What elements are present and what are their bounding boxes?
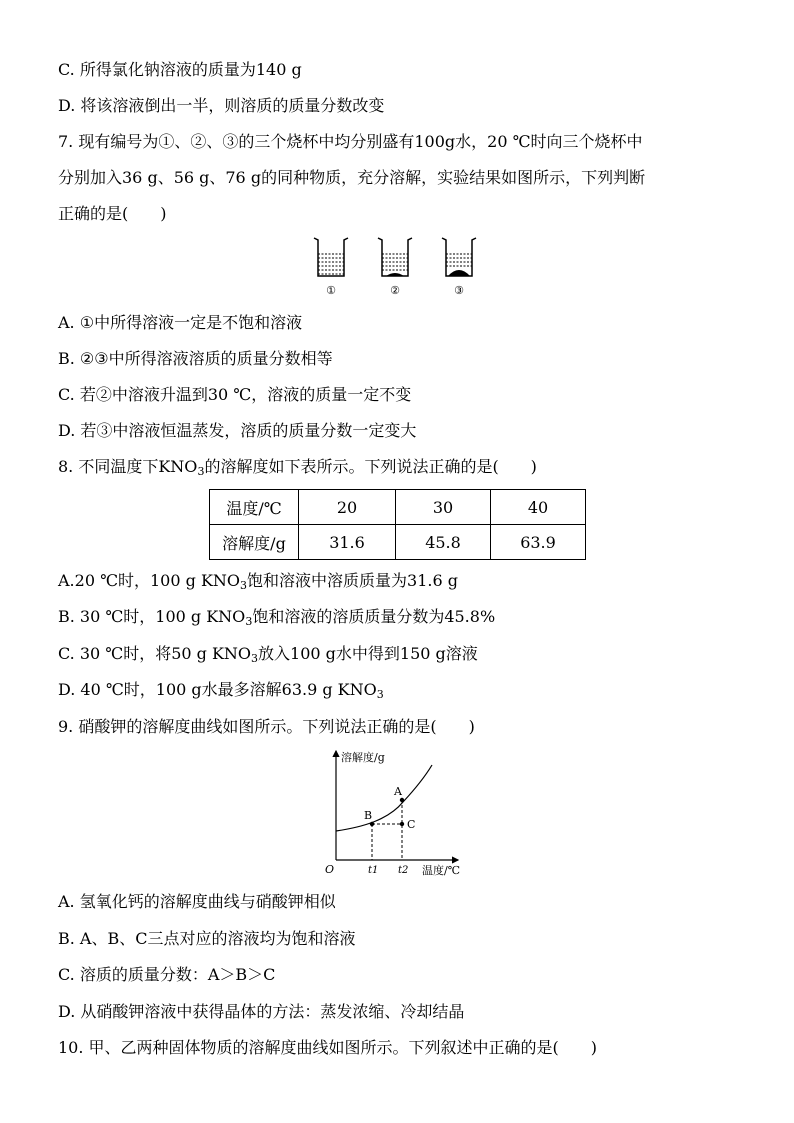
table-row <box>210 490 586 525</box>
q9-option-a: A. 氢氧化钙的溶解度曲线与硝酸钾相似 <box>58 892 336 911</box>
tick-label-t2: t2 <box>398 865 409 876</box>
table-row <box>210 525 586 560</box>
q7-option-b: B. ②③中所得溶液溶质的质量分数相等 <box>58 349 333 368</box>
point-c <box>400 822 404 826</box>
origin-label: O <box>325 863 335 876</box>
table-cell: 溶解度/g <box>210 525 299 560</box>
table-cell: 45.8 <box>396 525 491 560</box>
q9-option-c: C. 溶质的质量分数：A＞B＞C <box>58 965 276 984</box>
q10-stem: 10. 甲、乙两种固体物质的溶解度曲线如图所示。下列叙述中正确的是( ) <box>58 1038 598 1057</box>
x-axis-label: 温度/℃ <box>422 864 461 877</box>
beakers-figure <box>310 234 482 300</box>
q8-stem: 8. 不同温度下$KNO_3$的溶解度如下表所示。下列说法正确的是( ) <box>58 457 537 478</box>
beaker-2 <box>378 238 412 297</box>
solubility-table <box>209 489 586 560</box>
beaker-label-3: ③ <box>454 284 464 297</box>
q9-option-d: D. 从硝酸钾溶液中获得晶体的方法：蒸发浓缩、冷却结晶 <box>58 1002 465 1021</box>
solubility-curve-chart <box>318 745 474 880</box>
line-2: D. 将该溶液倒出一半，则溶质的质量分数改变 <box>58 96 385 115</box>
point-c-label: C <box>407 818 416 831</box>
q7-stem-1: 7. 现有编号为①、②、③的三个烧杯中均分别盛有100g水，20 ℃时向三个烧杯中 <box>58 132 643 151</box>
q8-option-a: A.20 ℃时，100 g $KNO_3$饱和溶液中溶质质量为31.6 g <box>58 571 458 592</box>
beaker-label-2: ② <box>390 284 400 297</box>
q7-stem-3: 正确的是( ) <box>58 204 167 223</box>
y-axis-label: 溶解度/g <box>341 751 385 764</box>
point-a-label: A <box>394 785 402 798</box>
beaker-3 <box>442 238 476 297</box>
table-cell: 31.6 <box>299 525 396 560</box>
point-b-label: B <box>364 809 373 822</box>
tick-label-t1: t1 <box>368 865 379 876</box>
q7-stem-2: 分别加入36 g、56 g、76 g的同种物质，充分溶解，实验结果如图所示，下列判断 <box>58 168 646 187</box>
beaker-1 <box>314 238 348 297</box>
q7-option-d: D. 若③中溶液恒温蒸发，溶质的质量分数一定变大 <box>58 421 417 440</box>
q9-stem: 9. 硝酸钾的溶解度曲线如图所示。下列说法正确的是( ) <box>58 717 475 736</box>
point-a <box>400 798 404 802</box>
point-b <box>370 822 374 826</box>
table-cell: 40 <box>491 490 586 525</box>
q7-option-c: C. 若②中溶液升温到30 ℃，溶液的质量一定不变 <box>58 385 412 404</box>
table-cell: 30 <box>396 490 491 525</box>
table-cell: 20 <box>299 490 396 525</box>
line-1: C. 所得氯化钠溶液的质量为140 g <box>58 60 302 79</box>
q8-option-b: B. 30 ℃时，100 g $KNO_3$饱和溶液的溶质质量分数为45.8% <box>58 607 496 628</box>
q9-option-b: B. A、B、C三点对应的溶液均为饱和溶液 <box>58 929 356 948</box>
kno3-curve <box>336 765 432 831</box>
q8-option-d: D. 40 ℃时，100 g水最多溶解63.9 g $KNO_3$ <box>58 680 384 701</box>
q7-option-a: A. ①中所得溶液一定是不饱和溶液 <box>58 313 303 332</box>
table-cell: 63.9 <box>491 525 586 560</box>
table-cell: 温度/℃ <box>210 490 299 525</box>
q8-option-c: C. 30 ℃时，将50 g $KNO_3$放入100 g水中得到150 g溶液 <box>58 644 478 665</box>
beaker-label-1: ① <box>326 284 336 297</box>
